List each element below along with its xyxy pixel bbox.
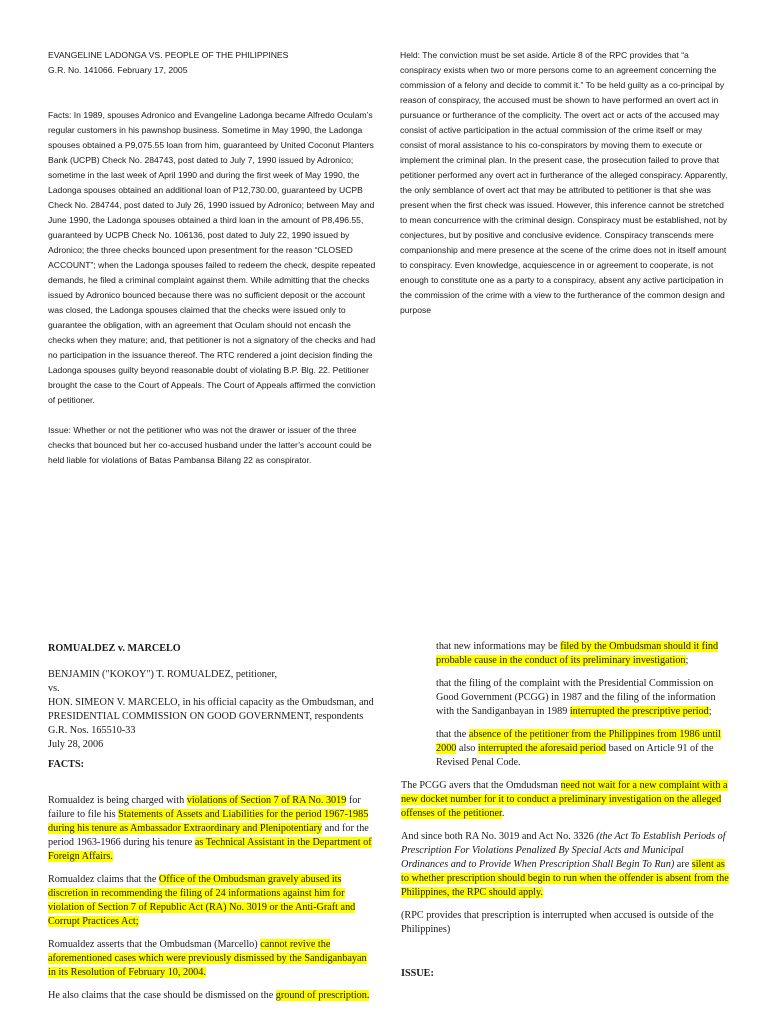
facts-paragraph: Facts: In 1989, spouses Adronico and Evangeline Ladonga became Alfredo Oculam’s regular customers in his pawnshop business. Sometime in May 1990, the Ladonga spouses obtained a P9,075.55 loan from him, guaranteed by United Coconut Planters Bank (UCPB) Check No. 284743, post dated to July 7, 1990 issued by Adronico; sometime in the last week of April 1990 and during the first week of May 1990, the Ladonga spouses obtained an additional loan of P12,730.00, guaranteed by UCPB Check No. 284744, post dated to July 26, 1990 issued by Adronico; between May and June 1990, the Ladonga spouses obtained a third loan in the amount of P8,496.55, guaranteed by UCPB Check No. 106136, post dated to July 22, 1990 issued by Adronico; the three checks bounced upon presentment for the reason “CLOSED ACCOUNT”; when the Ladonga spouses failed to redeem the check, despite repeated demands, he filed a criminal complaint against them. While admitting that the checks issued by Adronico bounced because there was no sufficient deposit or the account was closed, the Ladonga spouses claimed that the checks were issued only to guarantee the obligation, with an agreement that Oculam should not encash the checks when they mature; and, that petitioner is not a signatory of the checks and had no participation in the issuance thereof. The RTC rendered a joint decision finding the Ladonga spouses guilty beyond reasonable doubt of violating B.P. Blg. 22. Petitioner brought the case to the Court of Appeals. The Court of Appeals affirmed the conviction of petitioner.: [48, 110, 376, 405]
argument-item-2: that the filing of the complaint with the Presidential Commission on Good Government (PCGG) in 1987 and the filing of the information with the Sandiganbayan in 1989 interrupted the prescriptive period;: [436, 678, 716, 717]
facts-paragraph-2: Romualdez claims that the Office of the Ombudsman gravely abused its discretion in recommending the filing of 24 informations against him for violation of Section 7 of Republic Act (RA) No. 3019 or the Anti-Graft and Corrupt Practices Act;: [48, 874, 356, 927]
argument-item-3: that the absence of the petitioner from the Philippines from 1986 until 2000 also interrupted the aforesaid period based on Article 91 of the Revised Penal Code.: [436, 729, 721, 768]
facts-paragraph-1: Romualdez is being charged with violations of Section 7 of RA No. 3019 for failure to file his Statements of Assets and Liabilities for the period 1967-1985 during his tenure as Ambassador Extraordinary and Plenipotentiary and for the period 1963-1966 during his tenure as Technical Assistant in the Department of Foreign Affairs.: [48, 795, 372, 862]
vs-line: vs.: [48, 683, 60, 694]
issue-heading: ISSUE:: [401, 968, 434, 979]
spacer: [48, 408, 378, 423]
held-paragraph: Held: The conviction must be set aside. Article 8 of the RPC provides that “a conspiracy exists when two or more persons come to an agreement concerning the commission of a felony and decide to commit it.” To be held guilty as a co-principal by reason of conspiracy, the accused must be shown to have performed an overt act in pursuance or furtherance of the complicity. The overt act or acts of the accused may consist of active participation in the actual commission of the crime itself or may consist of moral assistance to his co-conspirators by moving them to execute or implement the criminal plan. In the present case, the prosecution failed to prove that petitioner performed any overt act in furtherance of the alleged conspiracy. Apparently, the only semblance of overt act that may be attributed to petitioner is that she was present when the first check was issued. However, this inference cannot be stretched to mean concurrence with the criminal design. Conspiracy must be established, not by conjectures, but by positive and conclusive evidence. Conspiracy transcends mere companionship and mere presence at the scene of the crime does not in itself amount to conspiracy. Even knowledge, acquiescence in or agreement to cooperate, is not enough to constitute one as a party to a conspiracy, absent any active participation in the commission of the crime with a view to the furtherance of the common design and purpose: [400, 50, 728, 315]
romualdez-right-column: [401, 640, 731, 990]
spacer: [48, 78, 378, 108]
facts-heading: FACTS:: [48, 759, 85, 770]
romualdez-left-column: [48, 642, 374, 1012]
facts-paragraph-4: He also claims that the case should be dismissed on the ground of prescription.: [48, 990, 370, 1001]
petitioner-line: BENJAMIN ("KOKOY") T. ROMUALDEZ, petitioner,: [48, 669, 278, 680]
argument-item-1: that new informations may be filed by the Ombudsman should it find probable cause in the conduct of its preliminary investigation;: [436, 641, 719, 666]
case-gr-number: G.R. No. 141066. February 17, 2005: [48, 65, 188, 75]
decision-date: July 28, 2006: [48, 739, 104, 750]
pcgg-paragraph: The PCGG avers that the Omdudsman need not wait for a new complaint with a new docket number for it to conduct a preliminary investigation on the alleged offenses of the petitioner.: [401, 780, 728, 819]
ladonga-right-column: [400, 48, 730, 318]
case-title: EVANGELINE LADONGA VS. PEOPLE OF THE PHILIPPINES: [48, 50, 289, 60]
prescription-paragraph: And since both RA No. 3019 and Act No. 3326 (the Act To Establish Periods of Prescription For Violations Penalized By Special Acts and Municipal Ordinances and to Provide When Prescription Shall Begin To Run) are silent as to whether prescription should begin to run when the offender is absent from the Philippines, the RPC should apply.: [401, 831, 729, 898]
case-title: ROMUALDEZ v. MARCELO: [48, 643, 181, 654]
issue-paragraph: Issue: Whether or not the petitioner who was not the drawer or issuer of the three checks that bounced but her co-accused husband under the latter’s account could be held liable for violations of Batas Pambansa Bilang 22 as conspirator.: [48, 425, 372, 465]
facts-paragraph-3: Romualdez asserts that the Ombudsman (Marcello) cannot revive the aforementioned cases which were previously dismissed by the Sandiganbayan in its Resolution of February 10, 2004.: [48, 939, 367, 978]
gr-numbers: G.R. Nos. 165510-33: [48, 725, 136, 736]
rpc-note: (RPC provides that prescription is interrupted when accused is outside of the Philippines): [401, 910, 714, 935]
ladonga-left-column: [48, 48, 378, 468]
respondents-line: HON. SIMEON V. MARCELO, in his official capacity as the Ombudsman, and PRESIDENTIAL COMMISSION ON GOOD GOVERNMENT, respondents: [48, 697, 374, 722]
